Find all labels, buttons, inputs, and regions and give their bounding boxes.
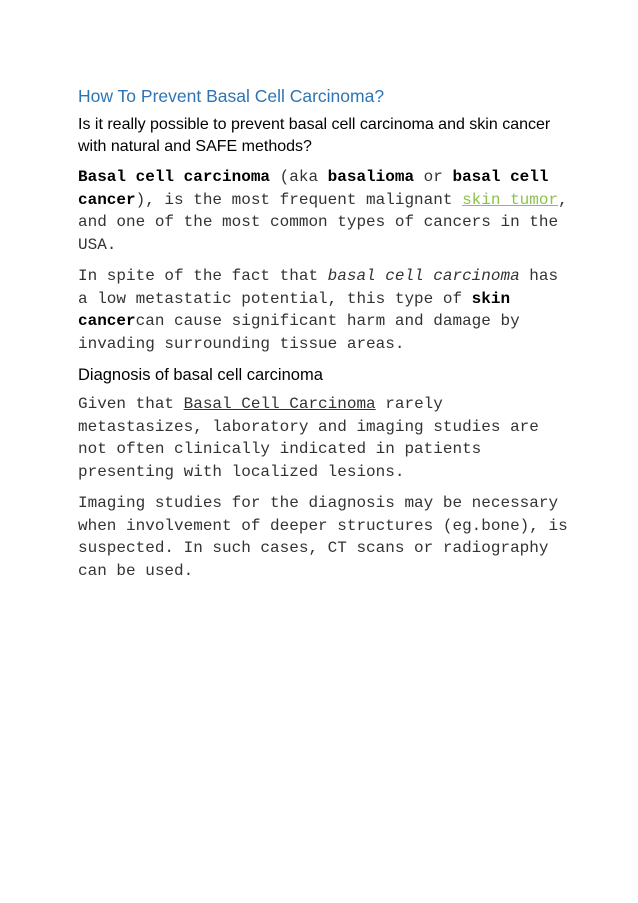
term-basalioma: basalioma: [327, 168, 415, 186]
or-text: or: [414, 168, 453, 186]
definition-text-end: , and one of the most common types of cancers in the USA.: [78, 190, 568, 254]
intro-paragraph: Is it really possible to prevent basal cell carcinoma and skin cancer with natural and SAFE methods?: [78, 116, 551, 155]
diagnosis-lead: Given that: [78, 395, 184, 413]
definition-text: ), is the most frequent malignant: [135, 190, 463, 209]
italic-term: basal cell carcinoma: [327, 267, 520, 285]
metastatic-mid: has a low metastatic potential, this type of: [78, 267, 559, 308]
metastatic-lead: In spite of the fact that: [78, 267, 328, 285]
imaging-paragraph: Imaging studies for the diagnosis may be necessary when involvement of deeper structures (eg.bone), is suspected. In such cases, CT scans or radiography can be used.: [78, 494, 568, 580]
article-title: How To Prevent Basal Cell Carcinoma?: [78, 86, 385, 106]
basal-cell-carcinoma-link[interactable]: Basal Cell Carcinoma: [183, 395, 376, 413]
aka-text: (aka: [270, 168, 328, 186]
diagnosis-rest: rarely metastasizes, laboratory and imaging studies are not often clinically indicated in patients presenting with localized lesions.: [78, 395, 539, 481]
metastatic-rest: can cause significant harm and damage by invading surrounding tissue areas.: [78, 312, 520, 353]
term-basal-cell-cancer: basal cell cancer: [78, 168, 549, 209]
diagnosis-paragraph: [78, 393, 568, 483]
skin-tumor-link[interactable]: skin tumor: [462, 190, 559, 209]
definition-paragraph: [78, 166, 568, 256]
metastatic-paragraph: [78, 265, 568, 355]
diagnosis-heading: Diagnosis of basal cell carcinoma: [78, 366, 323, 384]
article-content: [78, 85, 568, 591]
term-skin-cancer: skin cancer: [78, 289, 511, 330]
term-basal-cell-carcinoma: Basal cell carcinoma: [78, 168, 271, 186]
